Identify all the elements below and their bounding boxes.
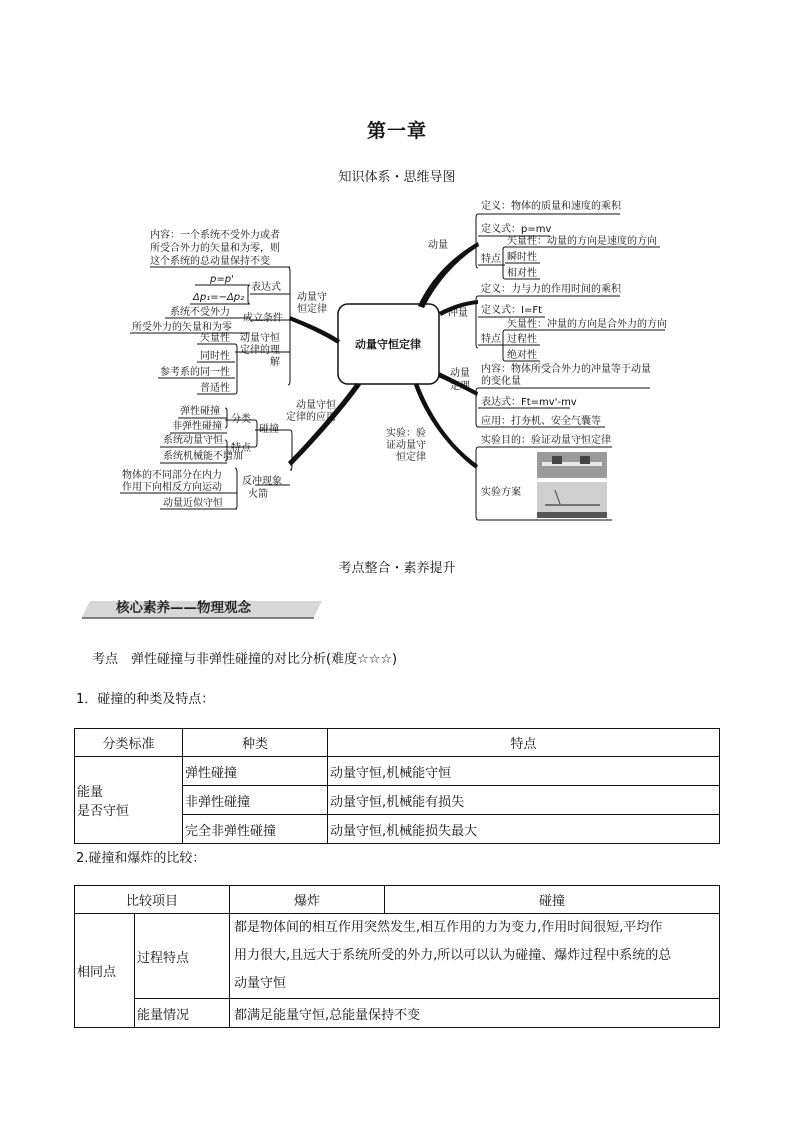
mm-content-3: 这个系统的总动量保持不变: [150, 256, 270, 267]
mm-r2: 动量近似守恒: [163, 498, 223, 509]
mm-r1-1: 物体的不同部分在内力: [122, 470, 222, 481]
chapter-title: 第一章: [366, 120, 427, 142]
mm-impulse-absolute: 绝对性: [507, 350, 537, 361]
mm-exp-purpose: 实验目的：验证动量守恒定律: [481, 435, 611, 446]
criterion-line-2: 是否守恒: [77, 804, 130, 819]
mm-expr-label: 表达式: [251, 282, 281, 293]
mm-features: 特点: [231, 443, 251, 454]
table2-header: 碰撞: [385, 886, 720, 914]
section-banner: [82, 597, 322, 621]
mm-understand-2: 定律的理: [240, 345, 280, 356]
mm-elastic: 弹性碰撞: [180, 406, 220, 417]
mm-impulse-features: 特点: [481, 334, 501, 345]
mm-theorem-label-1: 动量: [450, 368, 470, 379]
mm-classify: 分类: [231, 414, 251, 425]
collision-explosion-table: [74, 885, 720, 1028]
mm-momentum-features: 特点: [481, 254, 501, 265]
mm-impulse-formula: 定义式：I=Ft: [481, 305, 543, 316]
mm-theorem-label-2: 定理: [450, 381, 470, 392]
mm-momentum-label: 动量: [428, 240, 448, 251]
mind-map: [0, 0, 794, 560]
mm-impulse-process: 过程性: [507, 334, 537, 345]
table1-criterion: [75, 757, 183, 844]
mm-recoil-1: 反冲现象: [242, 476, 282, 487]
mm-understand-3: 解: [270, 357, 280, 368]
mm-momentum-def: 定义：物体的质量和速度的乘积: [481, 201, 621, 212]
mm-impulse-vector: 矢量性：冲量的方向是合外力的方向: [507, 319, 667, 330]
mm-theorem-expression: 表达式：Ft=mv'-mv: [481, 397, 577, 408]
table1-cell: 动量守恒,机械能损失最大: [328, 815, 720, 844]
table2-process-text: [230, 914, 720, 999]
process-line-3: 动量守恒: [234, 976, 287, 991]
mm-impulse-def: 定义：力与力的作用时间的乘积: [481, 284, 621, 295]
mm-f1: 系统动量守恒: [163, 435, 223, 446]
mm-understand-1: 动量守恒: [240, 333, 280, 344]
mm-momentum-formula: 定义式：p=mv: [481, 224, 552, 235]
banner-label: 核心素养——物理观念: [116, 600, 251, 616]
table1-header: 特点: [328, 729, 720, 757]
table1-cell: 弹性碰撞: [183, 757, 328, 786]
table-row: [75, 757, 720, 786]
mm-expr-1: p=p': [210, 274, 234, 285]
mm-theorem-application: 应用：打夯机、安全气囊等: [481, 416, 601, 427]
mm-f2: 系统机械能不增加: [163, 451, 243, 462]
mm-theorem-content-2: 的变化量: [481, 376, 521, 387]
table1-cell: 完全非弹性碰撞: [183, 815, 328, 844]
mm-content-2: 所受合外力的矢量和为零，则: [150, 243, 280, 254]
mm-recoil-2: 火箭: [248, 489, 268, 500]
mm-theorem-content-1: 内容：物体所受合外力的冲量等于动量: [481, 364, 651, 375]
table2-energy-text: 都满足能量守恒,总能量保持不变: [230, 999, 720, 1028]
mm-u2: 同时性: [200, 351, 230, 362]
table2-header: 比较项目: [75, 886, 230, 914]
table2-group: 相同点: [75, 914, 135, 1028]
mm-exp-label-1: 实验：验: [386, 428, 426, 439]
section-1-heading: 1．碰撞的种类及特点：: [76, 692, 215, 707]
table1-header-row: [75, 729, 720, 757]
topic-line: 考点 弹性碰撞与非弹性碰撞的对比分析(难度☆☆☆): [92, 652, 398, 667]
mindmap-heading: 知识体系・思维导图: [338, 170, 456, 185]
table1-cell: 非弹性碰撞: [183, 786, 328, 815]
table-row: [75, 999, 720, 1028]
mm-content-1: 内容：一个系统不受外力或者: [150, 230, 280, 241]
mm-law-1: 动量守: [297, 292, 327, 303]
mm-r1-2: 作用下向相反方向运动: [122, 482, 222, 493]
mm-exp-label-2: 证动量守: [386, 440, 426, 451]
process-line-2: 用力很大,且远大于系统所受的外力,所以可以认为碰撞、爆炸过程中系统的总: [234, 948, 672, 963]
mm-app-2: 定律的应用: [286, 412, 336, 423]
mm-u3: 参考系的同一性: [160, 367, 230, 378]
mm-exp-label-3: 恒定律: [396, 452, 426, 463]
mm-app-1: 动量守恒: [296, 400, 336, 411]
section-2-heading: 2.碰撞和爆炸的比较：: [76, 851, 206, 866]
mm-expr-2: Δp₁=−Δp₂: [193, 292, 245, 303]
mm-inelastic: 非弹性碰撞: [172, 421, 222, 432]
integration-heading: 考点整合・素养提升: [338, 561, 456, 576]
table2-label: 能量情况: [135, 999, 230, 1028]
mm-cond-2: 所受外力的矢量和为零: [132, 322, 232, 333]
table1-cell: 动量守恒,机械能有损失: [328, 786, 720, 815]
mm-u1: 矢量性: [200, 333, 230, 344]
table2-header-row: [75, 886, 720, 914]
mm-law-2: 恒定律: [297, 304, 327, 315]
mm-exp-plan: 实验方案: [481, 487, 521, 498]
table1-header: 种类: [183, 729, 328, 757]
mm-cond-1: 系统不受外力: [170, 307, 230, 318]
mm-collision: 碰撞: [259, 424, 279, 435]
experiment-photo-1: [537, 452, 607, 478]
table2-header: 爆炸: [230, 886, 385, 914]
mm-u4: 普适性: [200, 383, 230, 394]
criterion-line-1: 能量: [77, 785, 104, 800]
collision-types-table: [74, 728, 720, 844]
table2-label: 过程特点: [135, 914, 230, 999]
mm-momentum-vector: 矢量性：动量的方向是速度的方向: [507, 236, 657, 247]
table-row: [75, 914, 720, 999]
mm-cond-label: 成立条件: [243, 313, 283, 324]
mm-momentum-instant: 瞬时性: [507, 252, 537, 263]
center-label: 动量守恒定律: [355, 338, 421, 351]
mm-impulse-label: 冲量: [448, 308, 468, 319]
table1-cell: 动量守恒,机械能守恒: [328, 757, 720, 786]
experiment-photo-2: [537, 482, 607, 518]
process-line-1: 都是物体间的相互作用突然发生,相互作用的力为变力,作用时间很短,平均作: [234, 920, 663, 935]
mm-momentum-relative: 相对性: [507, 268, 537, 279]
table1-header: 分类标准: [75, 729, 183, 757]
